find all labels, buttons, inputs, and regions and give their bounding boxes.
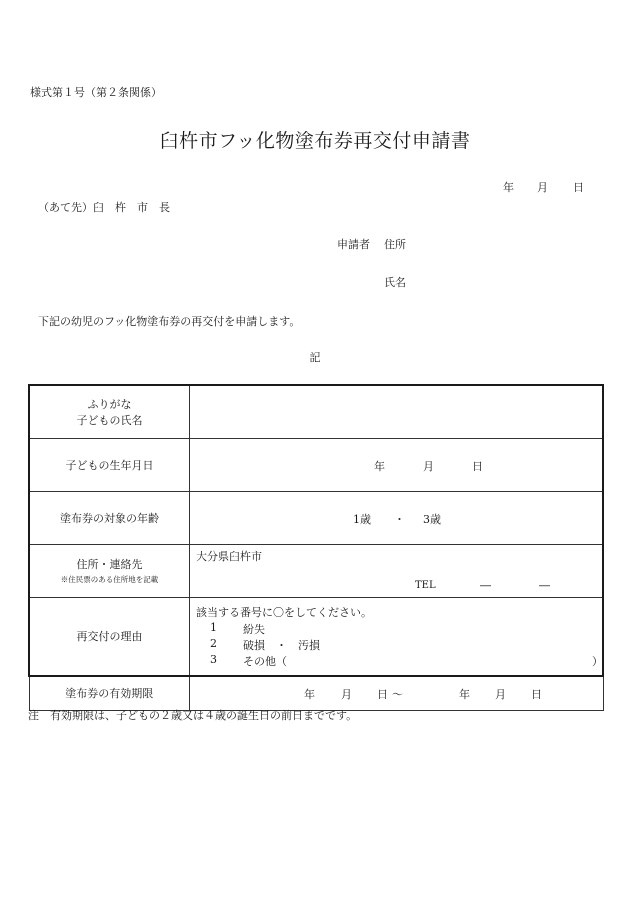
reason-field[interactable] [190, 597, 604, 676]
intro-text: 下記の幼児のフッ化物塗布券の再交付を申請します。 [38, 315, 301, 328]
birth-year-label: 年 [374, 459, 385, 473]
date-day: 日 [573, 181, 584, 194]
validity-from-month: 月 [341, 687, 352, 701]
address-field[interactable] [190, 544, 604, 597]
applicant-address-label: 住所 [384, 238, 406, 251]
date-year: 年 [503, 181, 514, 194]
reason-3-number[interactable]: 3 [210, 652, 217, 666]
validity-to-day: 日 [531, 687, 542, 701]
age-row [29, 491, 603, 544]
validity-to-year: 年 [459, 687, 470, 701]
validity-row [29, 676, 603, 711]
child-name-label: 子どもの氏名 [76, 413, 143, 427]
reason-2-number[interactable]: 2 [210, 636, 217, 650]
validity-to-month: 月 [495, 687, 506, 701]
reason-row [29, 597, 603, 676]
page-title: 臼杵市フッ化物塗布券再交付申請書 [159, 130, 471, 152]
validity-tilde: ～ [392, 687, 403, 701]
reason-2-text: 破損 ・ 汚損 [243, 638, 320, 652]
reason-1-number[interactable]: 1 [210, 620, 217, 634]
form-number: 様式第１号（第２条関係） [30, 86, 162, 99]
birthdate-label: 子どもの生年月日 [29, 438, 190, 491]
application-table [28, 384, 604, 711]
furigana-label: ふりがな [87, 397, 132, 411]
validity-from-year: 年 [304, 687, 315, 701]
tel-dash-2: ― [539, 578, 550, 592]
footnote: 注 有効期限は、子どもの２歳又は４歳の誕生日の前日までです。 [28, 709, 358, 722]
reason-3-close: ） [592, 654, 603, 668]
reason-label: 再交付の理由 [29, 597, 190, 676]
age-label: 塗布券の対象の年齢 [29, 491, 190, 544]
age-option-3[interactable]: 3歳 [423, 512, 441, 526]
address-row [29, 544, 603, 597]
child-name-row [29, 385, 603, 438]
ki-heading: 記 [309, 351, 321, 364]
child-name-field[interactable] [190, 385, 604, 438]
reason-instruction: 該当する番号に〇をしてください。 [196, 605, 372, 619]
validity-field[interactable] [190, 676, 604, 711]
validity-label: 塗布券の有効期限 [29, 676, 190, 711]
reason-1-text: 紛失 [243, 622, 265, 636]
address-label: 住所・連絡先 [76, 558, 143, 571]
address-note: ※住民票のある住所地を記載 [60, 575, 159, 584]
age-separator: ・ [394, 512, 405, 526]
birthdate-row [29, 438, 603, 491]
birth-day-label: 日 [472, 459, 483, 473]
validity-from-day: 日 [377, 687, 388, 701]
address-prefix: 大分県臼杵市 [196, 549, 262, 563]
tel-label: TEL [415, 579, 436, 591]
applicant-label: 申請者 [337, 238, 370, 251]
date-month: 月 [537, 181, 548, 194]
birthdate-field[interactable] [190, 438, 604, 491]
applicant-name-label: 氏名 [384, 276, 406, 289]
addressee: （あて先）臼 杵 市 長 [38, 201, 170, 214]
reason-3-text: その他（ [243, 654, 287, 668]
age-field[interactable] [190, 491, 604, 544]
address-label-cell [29, 544, 190, 597]
child-name-label-cell [29, 385, 190, 438]
age-option-1[interactable]: 1歳 [353, 512, 371, 526]
birth-month-label: 月 [423, 459, 434, 473]
tel-dash-1: ― [480, 578, 491, 592]
